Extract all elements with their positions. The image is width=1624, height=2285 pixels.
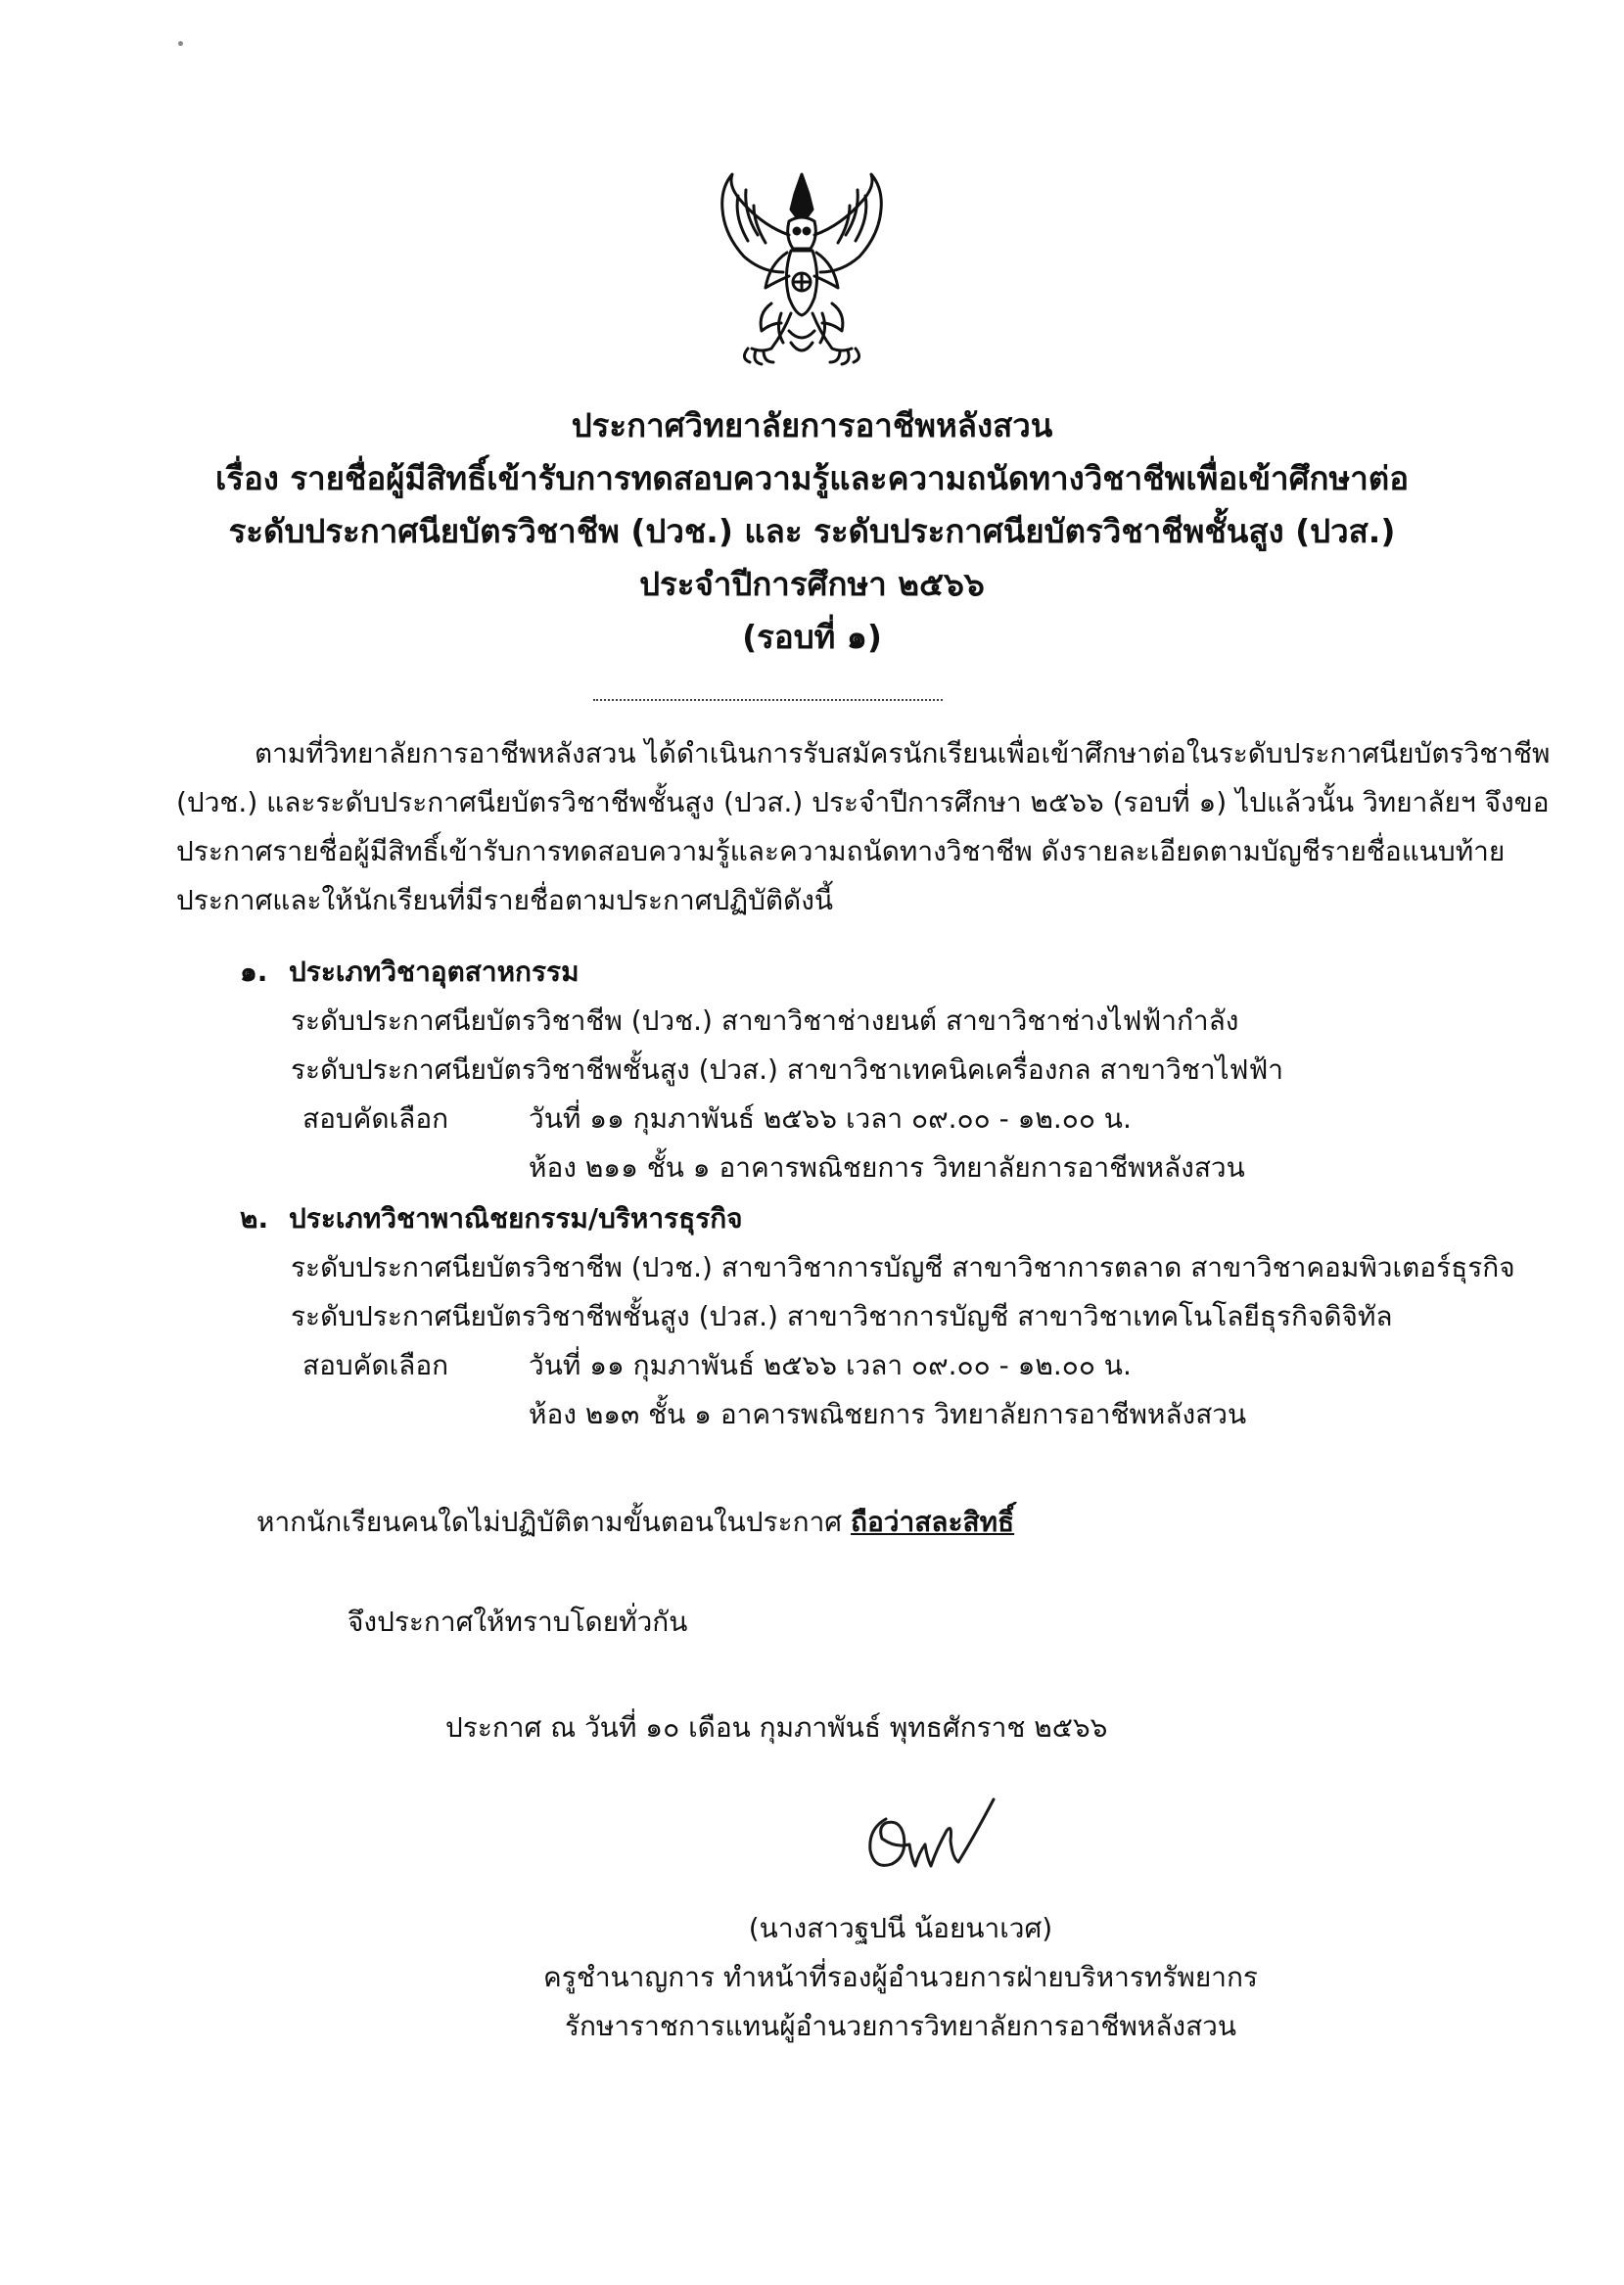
signer-block (509, 1904, 1292, 2051)
title-line-3: ระดับประกาศนียบัตรวิชาชีพ (ปวช.) และ ระดับประกาศนียบัตรวิชาชีพชั้นสูง (ปวส.) (228, 512, 1396, 550)
section-commerce (240, 1194, 1515, 1439)
level-pvc-line: ระดับประกาศนียบัตรวิชาชีพ (ปวช.) สาขาวิชาช่างยนต์ สาขาวิชาช่างไฟฟ้ากำลัง (291, 1004, 1239, 1037)
exam-date: วันที่ ๑๑ กุมภาพันธ์ ๒๕๖๖ เวลา ๐๙.๐๐ - ๑๒.๐๐ น. (529, 1349, 1132, 1381)
title-line-5: (รอบที่ ๑) (742, 618, 882, 656)
exam-date-row (240, 1341, 1454, 1390)
section-number: ๑. (240, 956, 268, 988)
warning-text: หากนักเรียนคนใดไม่ปฏิบัติตามขั้นตอนในประกาศ (256, 1506, 851, 1538)
handwritten-signature (857, 1780, 1003, 1888)
title-line-2: เรื่อง รายชื่อผู้มีสิทธิ์เข้ารับการทดสอบความรู้และความถนัดทางวิชาชีพเพื่อเข้าศึกษาต่อ (214, 459, 1410, 497)
announcement-date: ประกาศ ณ วันที่ ๑๐ เดือน กุมภาพันธ์ พุทธศักราช ๒๕๖๖ (445, 1711, 1108, 1744)
intro-line-4: ประกาศและให้นักเรียนที่มีรายชื่อตามประกาศปฏิบัติดังนี้ (176, 884, 834, 916)
announcement-title (147, 399, 1477, 664)
intro-paragraph (176, 729, 1551, 925)
exam-room: ห้อง ๒๑๓ ชั้น ๑ อาคารพณิชยการ วิทยาลัยการอาชีพหลังสวน (529, 1398, 1247, 1430)
exam-room-row (240, 1143, 1454, 1192)
level-pvs-line: ระดับประกาศนียบัตรวิชาชีพชั้นสูง (ปวส.) สาขาวิชาเทคนิคเครื่องกล สาขาวิชาไฟฟ้า (291, 1053, 1284, 1086)
title-line-4: ประจำปีการศึกษา ๒๕๖๖ (639, 565, 985, 603)
dotted-divider (593, 699, 943, 701)
intro-line-2: (ปวช.) และระดับประกาศนียบัตรวิชาชีพชั้นสูง (ปวส.) ประจำปีการศึกษา ๒๕๖๖ (รอบที่ ๑) ไปแล้วนั้น วิทยาลัยฯ จึงขอ (176, 786, 1550, 818)
intro-line-3: ประกาศรายชื่อผู้มีสิทธิ์เข้ารับการทดสอบความรู้และความถนัดทางวิชาชีพ ดังรายละเอียดตามบัญชีรายชื่อแนบท้าย (176, 835, 1506, 867)
exam-room-row (240, 1390, 1454, 1439)
section-heading (240, 1194, 1454, 1243)
signer-position-2: รักษาราชการแทนผู้อำนวยการวิทยาลัยการอาชีพหลังสวน (564, 2010, 1237, 2042)
exam-label: สอบคัดเลือก (302, 1349, 449, 1381)
intro-line-1: ตามที่วิทยาลัยการอาชีพหลังสวน ได้ดำเนินการรับสมัครนักเรียนเพื่อเข้าศึกษาต่อในระดับประกาศนียบัตรวิชาชีพ (255, 737, 1551, 769)
title-line-1: ประกาศวิทยาลัยการอาชีพหลังสวน (571, 406, 1053, 444)
exam-room: ห้อง ๒๑๑ ชั้น ๑ อาคารพณิชยการ วิทยาลัยการอาชีพหลังสวน (529, 1151, 1245, 1184)
signer-position-1: ครูชำนาญการ ทำหน้าที่รองผู้อำนวยการฝ่ายบริหารทรัพยากร (543, 1961, 1258, 1993)
closing-statement: จึงประกาศให้ทราบโดยทั่วกัน (348, 1606, 688, 1638)
level-pvc-line: ระดับประกาศนียบัตรวิชาชีพ (ปวช.) สาขาวิชาการบัญชี สาขาวิชาการตลาด สาขาวิชาคอมพิวเตอร์ธุรกิจ (291, 1251, 1515, 1283)
section-heading-text: ประเภทวิชาอุตสาหกรรม (289, 956, 580, 988)
forfeit-warning (256, 1498, 1014, 1547)
exam-date: วันที่ ๑๑ กุมภาพันธ์ ๒๕๖๖ เวลา ๐๙.๐๐ - ๑๒.๐๐ น. (529, 1102, 1132, 1135)
section-heading-text: ประเภทวิชาพาณิชยกรรม/บริหารธุรกิจ (289, 1202, 743, 1235)
exam-label: สอบคัดเลือก (302, 1102, 449, 1135)
level-pvs-line: ระดับประกาศนียบัตรวิชาชีพชั้นสูง (ปวส.) สาขาวิชาการบัญชี สาขาวิชาเทคโนโลยีธุรกิจดิจิทัล (291, 1300, 1393, 1332)
signer-name: (นางสาวฐปนี น้อยนาเวศ) (748, 1912, 1053, 1944)
garuda-emblem-icon (693, 166, 910, 384)
exam-date-row (240, 1095, 1454, 1143)
section-heading (240, 948, 1454, 997)
section-number: ๒. (240, 1202, 269, 1235)
warning-emphasis: ถือว่าสละสิทธิ์ (850, 1506, 1015, 1538)
scan-speck (178, 41, 183, 46)
section-industrial (240, 948, 1454, 1192)
